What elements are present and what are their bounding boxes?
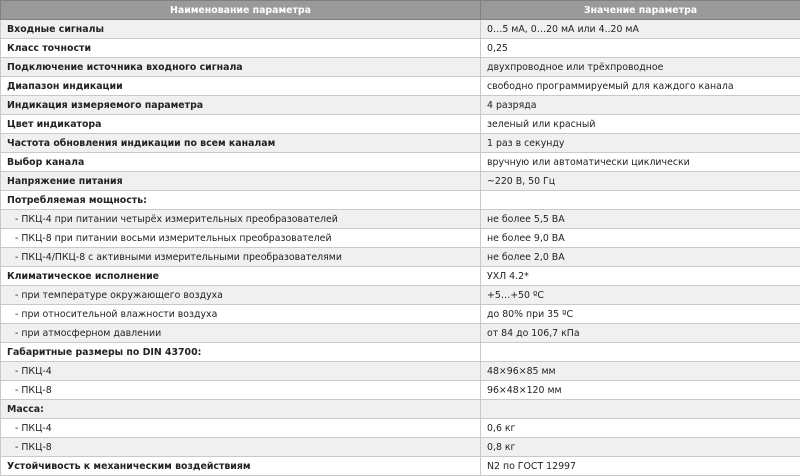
table-row <box>1 381 800 400</box>
param-value-cell <box>481 191 800 210</box>
param-value-cell: 4 разряда <box>481 96 800 115</box>
table-row <box>1 77 800 96</box>
table-row <box>1 286 800 305</box>
table-row <box>1 419 800 438</box>
param-value-cell: 1 раз в секунду <box>481 134 800 153</box>
table-row <box>1 438 800 457</box>
table-row <box>1 324 800 343</box>
param-value-cell: до 80% при 35 ºС <box>481 305 800 324</box>
param-value-cell: УХЛ 4.2* <box>481 267 800 286</box>
param-name-cell: - ПКЦ-4/ПКЦ-8 с активными измерительными преобразователями <box>1 248 481 267</box>
table-row <box>1 229 800 248</box>
param-value-cell: 0…5 мА, 0…20 мА или 4..20 мА <box>481 20 800 39</box>
table-row <box>1 134 800 153</box>
param-value-cell: N2 по ГОСТ 12997 <box>481 457 800 476</box>
param-value-cell: +5…+50 ºС <box>481 286 800 305</box>
param-name-cell: Выбор канала <box>1 153 481 172</box>
param-name-cell: Подключение источника входного сигнала <box>1 58 481 77</box>
param-value-cell: вручную или автоматически циклически <box>481 153 800 172</box>
param-name-cell: - при относительной влажности воздуха <box>1 305 481 324</box>
table-row <box>1 39 800 58</box>
param-value-cell: 96×48×120 мм <box>481 381 800 400</box>
param-value-cell: от 84 до 106,7 кПа <box>481 324 800 343</box>
table-row <box>1 457 800 476</box>
param-name-cell: - при атмосферном давлении <box>1 324 481 343</box>
param-name-cell: - ПКЦ-8 при питании восьми измерительных преобразователей <box>1 229 481 248</box>
param-name-cell: - ПКЦ-4 <box>1 362 481 381</box>
param-value-cell: 0,8 кг <box>481 438 800 457</box>
param-value-cell: ~220 В, 50 Гц <box>481 172 800 191</box>
table-row <box>1 267 800 286</box>
table-row <box>1 210 800 229</box>
value-column-header: Значение параметра <box>481 1 800 20</box>
param-name-cell: - при температуре окружающего воздуха <box>1 286 481 305</box>
param-value-cell <box>481 343 800 362</box>
param-name-cell: - ПКЦ-8 <box>1 381 481 400</box>
param-name-cell: Цвет индикатора <box>1 115 481 134</box>
table-header-row <box>1 1 800 20</box>
table-row <box>1 172 800 191</box>
param-name-cell: Диапазон индикации <box>1 77 481 96</box>
param-value-cell: двухпроводное или трёхпроводное <box>481 58 800 77</box>
param-name-cell: Входные сигналы <box>1 20 481 39</box>
table-row <box>1 153 800 172</box>
param-value-cell: 48×96×85 мм <box>481 362 800 381</box>
param-value-cell: свободно программируемый для каждого канала <box>481 77 800 96</box>
param-value-cell: 0,25 <box>481 39 800 58</box>
table-row <box>1 115 800 134</box>
param-name-cell: Потребляемая мощность: <box>1 191 481 210</box>
param-value-cell: 0,6 кг <box>481 419 800 438</box>
param-name-cell: - ПКЦ-4 <box>1 419 481 438</box>
table-row <box>1 58 800 77</box>
spec-table-body <box>1 20 800 476</box>
param-name-cell: - ПКЦ-8 <box>1 438 481 457</box>
param-name-cell: Класс точности <box>1 39 481 58</box>
param-value-cell: не более 9,0 ВА <box>481 229 800 248</box>
table-row <box>1 305 800 324</box>
param-name-cell: Частота обновления индикации по всем каналам <box>1 134 481 153</box>
param-name-cell: Индикация измеряемого параметра <box>1 96 481 115</box>
table-row <box>1 248 800 267</box>
table-row <box>1 362 800 381</box>
param-name-cell: Габаритные размеры по DIN 43700: <box>1 343 481 362</box>
table-row <box>1 191 800 210</box>
param-value-cell <box>481 400 800 419</box>
param-name-cell: Климатическое исполнение <box>1 267 481 286</box>
param-value-cell: зеленый или красный <box>481 115 800 134</box>
param-name-cell: - ПКЦ-4 при питании четырёх измерительных преобразователей <box>1 210 481 229</box>
param-name-cell: Напряжение питания <box>1 172 481 191</box>
param-name-cell: Устойчивость к механическим воздействиям <box>1 457 481 476</box>
param-name-cell: Масса: <box>1 400 481 419</box>
table-row <box>1 20 800 39</box>
table-row <box>1 400 800 419</box>
param-value-cell: не более 5,5 ВА <box>481 210 800 229</box>
table-row <box>1 343 800 362</box>
param-value-cell: не более 2,0 ВА <box>481 248 800 267</box>
param-column-header: Наименование параметра <box>1 1 481 20</box>
table-row <box>1 96 800 115</box>
